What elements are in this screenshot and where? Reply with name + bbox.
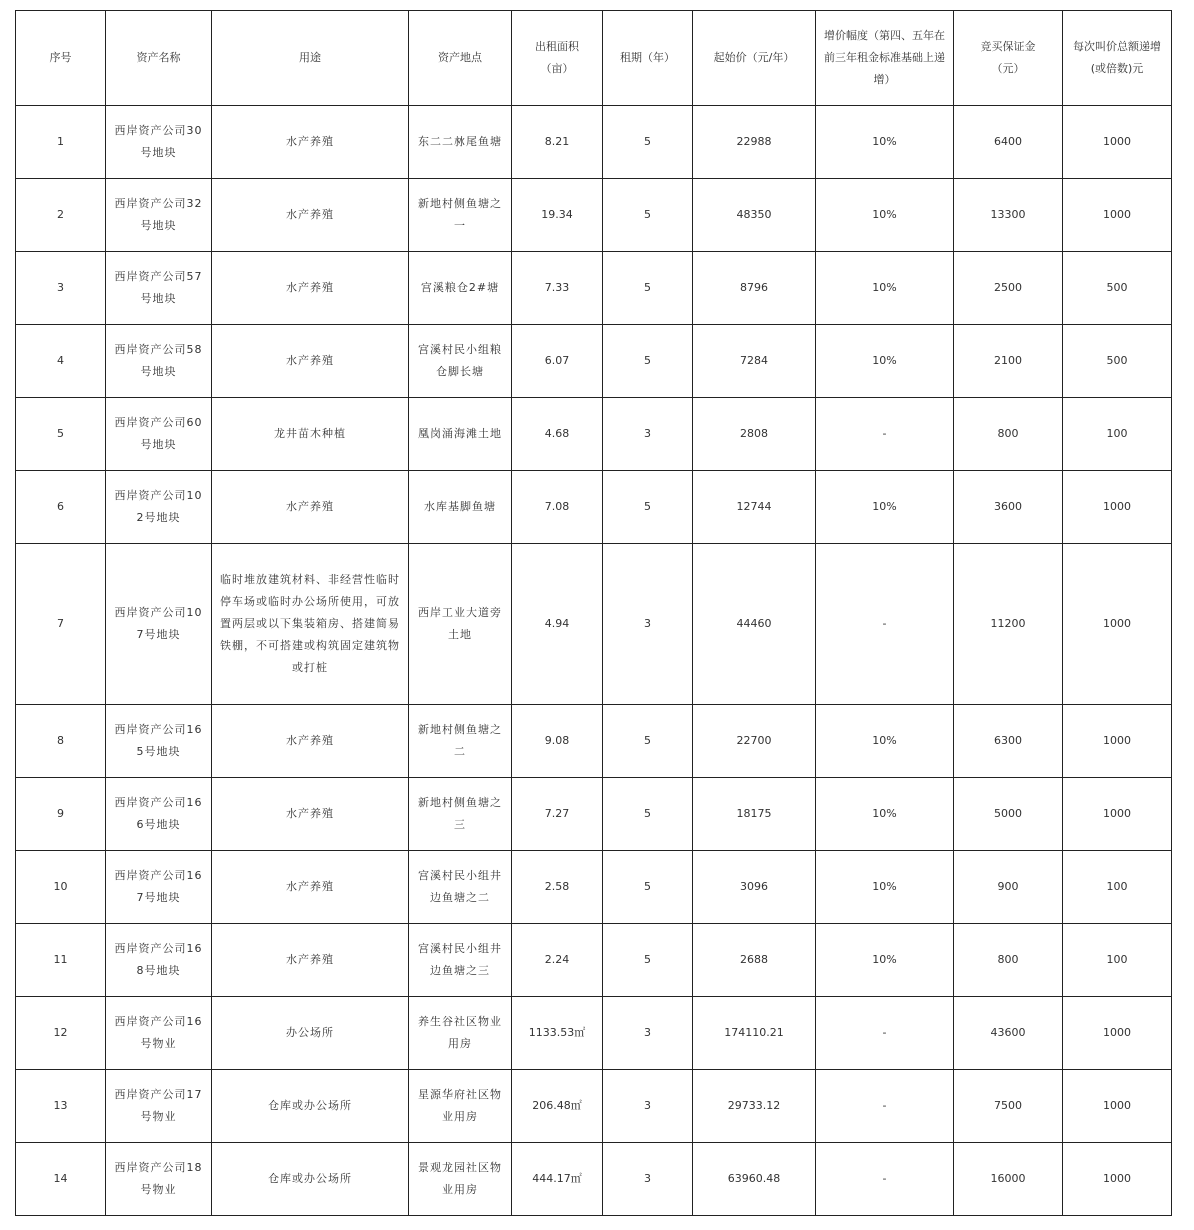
- cell-use-text: 水产养殖: [286, 281, 334, 294]
- cell-location-text: 养生谷社区物业用房: [418, 1015, 502, 1050]
- cell-location-text: 新地村侧鱼塘之三: [418, 796, 502, 831]
- cell-bid-step: 1000: [1063, 1143, 1172, 1216]
- cell-asset-name-text: 西岸资产公司30号地块: [114, 124, 203, 159]
- cell-area: 7.08: [512, 471, 603, 544]
- cell-term: 3: [603, 544, 693, 705]
- cell-term: 3: [603, 997, 693, 1070]
- cell-bid-step: 1000: [1063, 997, 1172, 1070]
- cell-location-text: 宫溪村民小组井边鱼塘之三: [418, 942, 502, 977]
- cell-start-price: 22988: [693, 106, 816, 179]
- cell-use: [212, 544, 409, 705]
- cell-use: [212, 851, 409, 924]
- cell-bid-step: 500: [1063, 325, 1172, 398]
- table-header-row: [16, 11, 1172, 106]
- cell-bid-step: 500: [1063, 252, 1172, 325]
- cell-term: 5: [603, 705, 693, 778]
- cell-use: [212, 398, 409, 471]
- cell-location: [409, 106, 512, 179]
- cell-location-text: 新地村侧鱼塘之二: [418, 723, 502, 758]
- cell-location-text: 水库基脚鱼塘: [424, 500, 496, 513]
- cell-term: 5: [603, 851, 693, 924]
- cell-use: [212, 778, 409, 851]
- table-row: [16, 471, 1172, 544]
- cell-asset-name-text: 西岸资产公司107号地块: [114, 606, 203, 641]
- cell-bid-step: 1000: [1063, 1070, 1172, 1143]
- cell-asset-name-text: 西岸资产公司58号地块: [114, 343, 203, 378]
- header-area: 出租面积（亩）: [512, 11, 603, 106]
- cell-term: 5: [603, 778, 693, 851]
- cell-start-price: 2688: [693, 924, 816, 997]
- cell-use-text: 水产养殖: [286, 208, 334, 221]
- cell-location: [409, 1070, 512, 1143]
- cell-bid-step: 1000: [1063, 471, 1172, 544]
- header-term: 租期（年）: [603, 11, 693, 106]
- cell-location-text: 东二二沝尾鱼塘: [418, 135, 502, 148]
- cell-start-price: 12744: [693, 471, 816, 544]
- header-increase: 增价幅度（第四、五年在前三年租金标准基础上递增）: [816, 11, 954, 106]
- cell-location: [409, 1143, 512, 1216]
- table-row: [16, 1143, 1172, 1216]
- cell-asset-name-text: 西岸资产公司17号物业: [114, 1088, 203, 1123]
- header-deposit: 竞买保证金（元）: [954, 11, 1063, 106]
- cell-bid-step: 100: [1063, 851, 1172, 924]
- header-start-price: 起始价（元/年）: [693, 11, 816, 106]
- cell-use: [212, 106, 409, 179]
- cell-deposit: 2500: [954, 252, 1063, 325]
- cell-area: 6.07: [512, 325, 603, 398]
- cell-use-text: 龙井苗木种植: [274, 427, 346, 440]
- cell-start-price: 3096: [693, 851, 816, 924]
- cell-term: 5: [603, 179, 693, 252]
- header-name: 资产名称: [106, 11, 212, 106]
- asset-rental-table: [15, 10, 1172, 1216]
- cell-no: 14: [16, 1143, 106, 1216]
- cell-use: [212, 1070, 409, 1143]
- table-row: [16, 851, 1172, 924]
- cell-area: 19.34: [512, 179, 603, 252]
- cell-asset-name: [106, 106, 212, 179]
- cell-increase: -: [816, 544, 954, 705]
- cell-area: 4.68: [512, 398, 603, 471]
- cell-no: 11: [16, 924, 106, 997]
- cell-start-price: 63960.48: [693, 1143, 816, 1216]
- cell-increase: -: [816, 1070, 954, 1143]
- cell-area: 444.17㎡: [512, 1143, 603, 1216]
- cell-asset-name: [106, 997, 212, 1070]
- cell-increase: 10%: [816, 106, 954, 179]
- cell-bid-step: 1000: [1063, 778, 1172, 851]
- cell-location-text: 宫溪村民小组井边鱼塘之二: [418, 869, 502, 904]
- cell-area: 1133.53㎡: [512, 997, 603, 1070]
- cell-start-price: 44460: [693, 544, 816, 705]
- cell-increase: -: [816, 997, 954, 1070]
- cell-asset-name: [106, 778, 212, 851]
- cell-asset-name: [106, 544, 212, 705]
- cell-no: 12: [16, 997, 106, 1070]
- cell-increase: 10%: [816, 778, 954, 851]
- cell-location: [409, 778, 512, 851]
- cell-use: [212, 471, 409, 544]
- cell-asset-name-text: 西岸资产公司18号物业: [114, 1161, 203, 1196]
- cell-deposit: 5000: [954, 778, 1063, 851]
- cell-asset-name: [106, 398, 212, 471]
- cell-increase: 10%: [816, 705, 954, 778]
- cell-asset-name-text: 西岸资产公司32号地块: [114, 197, 203, 232]
- cell-use: [212, 1143, 409, 1216]
- table-row: [16, 398, 1172, 471]
- table-row: [16, 705, 1172, 778]
- cell-increase: 10%: [816, 179, 954, 252]
- cell-location: [409, 179, 512, 252]
- cell-asset-name: [106, 705, 212, 778]
- cell-location-text: 新地村侧鱼塘之一: [418, 197, 502, 232]
- cell-deposit: 900: [954, 851, 1063, 924]
- cell-deposit: 800: [954, 924, 1063, 997]
- cell-increase: 10%: [816, 252, 954, 325]
- cell-location: [409, 398, 512, 471]
- cell-use-text: 临时堆放建筑材料、非经营性临时停车场或临时办公场所使用，可放置两层或以下集装箱房、搭建简易铁棚，不可搭建或构筑固定建筑物或打桩: [220, 573, 400, 674]
- header-bid-step: 每次叫价总额递增(或倍数)元: [1063, 11, 1172, 106]
- header-location: 资产地点: [409, 11, 512, 106]
- cell-location: [409, 705, 512, 778]
- cell-bid-step: 100: [1063, 398, 1172, 471]
- cell-increase: -: [816, 398, 954, 471]
- table-row: [16, 778, 1172, 851]
- cell-location-text: 凰岗涌海滩土地: [418, 427, 502, 440]
- cell-area: 8.21: [512, 106, 603, 179]
- table-row: [16, 544, 1172, 705]
- cell-area: 9.08: [512, 705, 603, 778]
- cell-asset-name: [106, 1070, 212, 1143]
- cell-use: [212, 252, 409, 325]
- cell-deposit: 6300: [954, 705, 1063, 778]
- cell-start-price: 2808: [693, 398, 816, 471]
- table-row: [16, 325, 1172, 398]
- cell-term: 5: [603, 252, 693, 325]
- cell-use-text: 水产养殖: [286, 734, 334, 747]
- cell-start-price: 22700: [693, 705, 816, 778]
- cell-no: 7: [16, 544, 106, 705]
- cell-asset-name-text: 西岸资产公司166号地块: [114, 796, 203, 831]
- cell-use-text: 水产养殖: [286, 354, 334, 367]
- cell-term: 5: [603, 924, 693, 997]
- cell-deposit: 13300: [954, 179, 1063, 252]
- cell-use-text: 水产养殖: [286, 953, 334, 966]
- cell-bid-step: 1000: [1063, 705, 1172, 778]
- cell-no: 9: [16, 778, 106, 851]
- cell-use: [212, 325, 409, 398]
- cell-no: 5: [16, 398, 106, 471]
- cell-asset-name: [106, 252, 212, 325]
- cell-start-price: 48350: [693, 179, 816, 252]
- cell-no: 6: [16, 471, 106, 544]
- cell-asset-name-text: 西岸资产公司167号地块: [114, 869, 203, 904]
- cell-use-text: 水产养殖: [286, 135, 334, 148]
- cell-use-text: 水产养殖: [286, 807, 334, 820]
- cell-asset-name: [106, 471, 212, 544]
- cell-location: [409, 325, 512, 398]
- cell-no: 8: [16, 705, 106, 778]
- table-row: [16, 252, 1172, 325]
- cell-area: 2.58: [512, 851, 603, 924]
- cell-term: 5: [603, 106, 693, 179]
- cell-no: 1: [16, 106, 106, 179]
- cell-asset-name-text: 西岸资产公司57号地块: [114, 270, 203, 305]
- cell-asset-name: [106, 1143, 212, 1216]
- cell-bid-step: 1000: [1063, 179, 1172, 252]
- cell-increase: 10%: [816, 325, 954, 398]
- cell-use: [212, 924, 409, 997]
- cell-use-text: 水产养殖: [286, 880, 334, 893]
- cell-use: [212, 997, 409, 1070]
- table-row: [16, 924, 1172, 997]
- cell-use: [212, 179, 409, 252]
- table-row: [16, 1070, 1172, 1143]
- cell-deposit: 7500: [954, 1070, 1063, 1143]
- cell-use-text: 办公场所: [286, 1026, 334, 1039]
- cell-term: 3: [603, 1143, 693, 1216]
- cell-start-price: 18175: [693, 778, 816, 851]
- cell-asset-name: [106, 924, 212, 997]
- cell-asset-name: [106, 325, 212, 398]
- cell-term: 3: [603, 1070, 693, 1143]
- cell-deposit: 43600: [954, 997, 1063, 1070]
- cell-asset-name-text: 西岸资产公司102号地块: [114, 489, 203, 524]
- cell-deposit: 800: [954, 398, 1063, 471]
- cell-start-price: 29733.12: [693, 1070, 816, 1143]
- cell-increase: -: [816, 1143, 954, 1216]
- cell-start-price: 8796: [693, 252, 816, 325]
- cell-bid-step: 1000: [1063, 106, 1172, 179]
- cell-no: 3: [16, 252, 106, 325]
- cell-area: 7.33: [512, 252, 603, 325]
- cell-area: 2.24: [512, 924, 603, 997]
- cell-area: 7.27: [512, 778, 603, 851]
- cell-deposit: 11200: [954, 544, 1063, 705]
- cell-asset-name-text: 西岸资产公司165号地块: [114, 723, 203, 758]
- cell-increase: 10%: [816, 851, 954, 924]
- cell-deposit: 3600: [954, 471, 1063, 544]
- cell-asset-name-text: 西岸资产公司168号地块: [114, 942, 203, 977]
- cell-bid-step: 100: [1063, 924, 1172, 997]
- cell-no: 4: [16, 325, 106, 398]
- cell-location-text: 宫溪村民小组粮仓脚长塘: [418, 343, 502, 378]
- cell-use: [212, 705, 409, 778]
- cell-use-text: 水产养殖: [286, 500, 334, 513]
- cell-no: 2: [16, 179, 106, 252]
- cell-deposit: 16000: [954, 1143, 1063, 1216]
- cell-asset-name: [106, 851, 212, 924]
- cell-area: 4.94: [512, 544, 603, 705]
- cell-asset-name-text: 西岸资产公司60号地块: [114, 416, 203, 451]
- cell-term: 5: [603, 471, 693, 544]
- cell-term: 5: [603, 325, 693, 398]
- cell-term: 3: [603, 398, 693, 471]
- cell-no: 10: [16, 851, 106, 924]
- cell-start-price: 7284: [693, 325, 816, 398]
- cell-increase: 10%: [816, 471, 954, 544]
- table-row: [16, 997, 1172, 1070]
- cell-location: [409, 471, 512, 544]
- cell-increase: 10%: [816, 924, 954, 997]
- table-row: [16, 106, 1172, 179]
- cell-location: [409, 252, 512, 325]
- cell-location-text: 景观龙园社区物业用房: [418, 1161, 502, 1196]
- cell-location: [409, 544, 512, 705]
- cell-location-text: 星源华府社区物业用房: [418, 1088, 502, 1123]
- cell-no: 13: [16, 1070, 106, 1143]
- cell-location-text: 宫溪粮仓2#塘: [420, 281, 500, 294]
- cell-location-text: 西岸工业大道旁土地: [418, 606, 502, 641]
- cell-location: [409, 851, 512, 924]
- cell-asset-name-text: 西岸资产公司16号物业: [114, 1015, 203, 1050]
- table-row: [16, 179, 1172, 252]
- cell-bid-step: 1000: [1063, 544, 1172, 705]
- cell-location: [409, 924, 512, 997]
- cell-deposit: 2100: [954, 325, 1063, 398]
- cell-start-price: 174110.21: [693, 997, 816, 1070]
- header-use: 用途: [212, 11, 409, 106]
- cell-location: [409, 997, 512, 1070]
- header-no: 序号: [16, 11, 106, 106]
- cell-asset-name: [106, 179, 212, 252]
- cell-area: 206.48㎡: [512, 1070, 603, 1143]
- cell-deposit: 6400: [954, 106, 1063, 179]
- cell-use-text: 仓库或办公场所: [268, 1099, 352, 1112]
- cell-use-text: 仓库或办公场所: [268, 1172, 352, 1185]
